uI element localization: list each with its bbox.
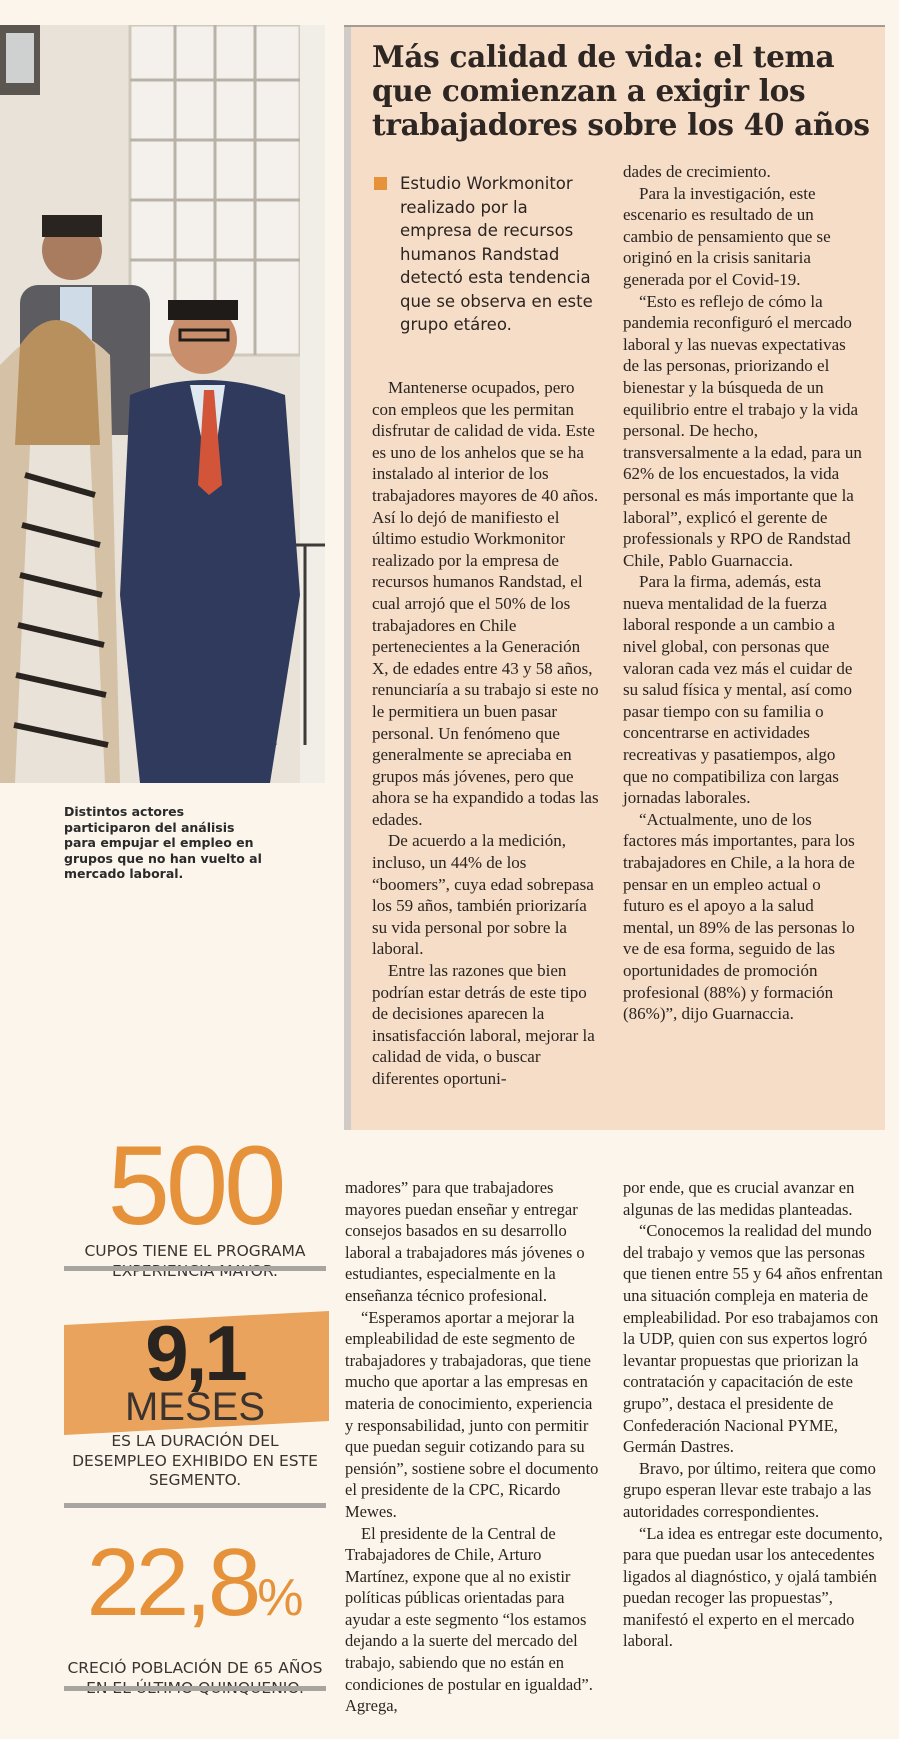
- paragraph: por ende, que es crucial avanzar en algunas de las medidas planteadas.: [623, 1178, 855, 1219]
- body-column-2: [623, 161, 863, 1025]
- paragraph: “Esperamos aportar a mejorar la empleabilidad de este segmento de trabajadores y trabajadoras, que tiene mucho que aportar a las empresas en materia de conocimiento, experiencia y responsabilidad, junto con permitir que puedan seguir cotizando para su pensión”, sostiene sobre el documento el presidente de la CPC, Ricardo Mewes.: [345, 1307, 599, 1521]
- divider: [64, 1686, 326, 1691]
- paragraph: “Actualmente, uno de los factores más importantes, para los trabajadores en Chile, a la hora de pensar en un empleo actual o futuro es el apoyo a la salud mental, un 89% de las personas lo ve de esa forma, seguido de las oportunidades de promoción profesional (88%) y formación (86%)”, dijo Guarnaccia.: [623, 809, 855, 1024]
- photo-caption: Distintos actores participaron del análisis para empujar el empleo en grupos que no han vuelto al mercado laboral.: [64, 804, 262, 881]
- paragraph: Para la firma, además, esta nueva mentalidad de la fuerza laboral responde a un cambio a nivel global, con personas que valoran cada vez más el cuidar de su salud física y mental, así como pasar tiempo con su familia o concentrarse en actividades recreativas y pasatiempos, algo que no compatibiliza con largas jornadas laborales.: [623, 572, 853, 808]
- people-photo-illustration: [0, 25, 325, 783]
- paragraph: Mantenerse ocupados, pero con empleos que les permitan disfrutar de calidad de vida. Este es uno de los anhelos que se ha instalado al interior de los trabajadores mayores de 40 años. Así lo dejó de manifiesto el último estudio Workmonitor realizado por la empresa de recursos humanos Randstad, el cual arrojó que el 50% de los trabajadores en Chile pertenecientes a la Generación X, de edades entre 43 y 58 años, renunciaría a su trabajo si este no le permitiera un buen pasar personal. Un fenómeno que generalmente se apreciaba en grupos más jóvenes, pero que ahora se ha expandido a todas las edades.: [372, 378, 599, 829]
- stat-unit: MESES: [124, 1385, 266, 1429]
- divider: [64, 1266, 326, 1271]
- divider: [64, 1503, 326, 1508]
- stat-value: 22,8: [86, 1529, 258, 1636]
- headline: Más calidad de vida: el tema que comienzan a exigir los trabajadores sobre los 40 años: [372, 39, 870, 142]
- lead-bullet-icon: [374, 177, 387, 190]
- paragraph: Para la investigación, este escenario es resultado de un cambio de pensamiento que se originó en la crisis sanitaria generada por el Covid-19.: [623, 183, 831, 289]
- stat-label: CRECIÓ POBLACIÓN DE 65 AÑOS: [67, 1659, 323, 1677]
- stat-label: CUPOS TIENE EL PROGRAMA: [84, 1242, 306, 1260]
- stat-value: 9,1: [145, 1309, 245, 1397]
- stat-value: 500: [107, 1123, 283, 1248]
- paragraph: “Conocemos la realidad del mundo del trabajo y vemos que las personas que tienen entre 55 y 64 años enfrentan una situación compleja en materia de empleabilidad. Por eso trabajamos con la UDP, quien con sus expertos logró levantar propuestas que priorizan la contratación y capacitación de este grupo”, destaca el presidente de Confederación Nacional PYME, Germán Dastres.: [623, 1221, 883, 1457]
- box-top-rule: [344, 25, 885, 27]
- box-left-rule: [344, 25, 351, 1130]
- paragraph: De acuerdo a la medición, incluso, un 44% de los “boomers”, cuya edad sobrepasa los 59 años, también priorizaría su vida personal por sobre la laboral.: [372, 831, 594, 959]
- lead-text: Estudio Workmonitor realizado por la empresa de recursos humanos Randstad detectó esta tendencia que se observa en este grupo etáreo.: [400, 174, 593, 334]
- body-column-3: [345, 1177, 603, 1717]
- stat-unit: %: [257, 1569, 304, 1627]
- article-photo: [0, 25, 325, 783]
- paragraph: Entre las razones que bien podrían estar detrás de este tipo de decisiones aparecen la insatisfacción laboral, mejorar la calidad de vida, o buscar diferentes oportuni-: [372, 961, 595, 1088]
- paragraph: “La idea es entregar este documento, para que puedan usar los antecedentes ligados al diagnóstico, y ojalá también puedan recoger las propuestas”, manifestó el experto en el mercado laboral.: [623, 1523, 883, 1651]
- paragraph: dades de crecimiento.: [623, 162, 771, 181]
- stat-500: [64, 1123, 326, 1281]
- paragraph: Bravo, por último, reitera que como grupo esperan llevar este trabajo a las autoridades correspondientes.: [623, 1458, 876, 1521]
- stat-label: ES LA DURACIÓN DEL DESEMPLEO EXHIBIDO EN ESTE SEGMENTO.: [72, 1432, 318, 1489]
- body-column-4: [623, 1177, 885, 1652]
- stat-9-1: [64, 1309, 326, 1491]
- paragraph: “Esto es reflejo de cómo la pandemia reconfiguró el mercado laboral y las nuevas expectativas de las personas, priorizando el bienestar y la búsqueda de un equilibrio entre el trabajo y la vida personal. De hecho, transversalmente a la edad, para un 62% de los encuestados, la vida personal es más importante que la laboral”, explicó el gerente de professionals y RPO de Randstad Chile, Pablo Guarnaccia.: [623, 291, 862, 570]
- paragraph: El presidente de la Central de Trabajadores de Chile, Arturo Martínez, expone que al no existir políticas públicas orientadas para ayudar a este segmento “los estamos dejando a la suerte del mercado del trabajo, sabiendo que no están en condiciones de postular en igualdad”. Agrega,: [345, 1523, 593, 1716]
- body-column-1: [372, 377, 600, 1090]
- paragraph: madores” para que trabajadores mayores puedan enseñar y entregar consejos basados en su desarrollo laboral a trabajadores más jóvenes o estudiantes, especialmente en la enseñanza técnico profesional.: [345, 1178, 585, 1305]
- stat-22-8: [64, 1529, 326, 1698]
